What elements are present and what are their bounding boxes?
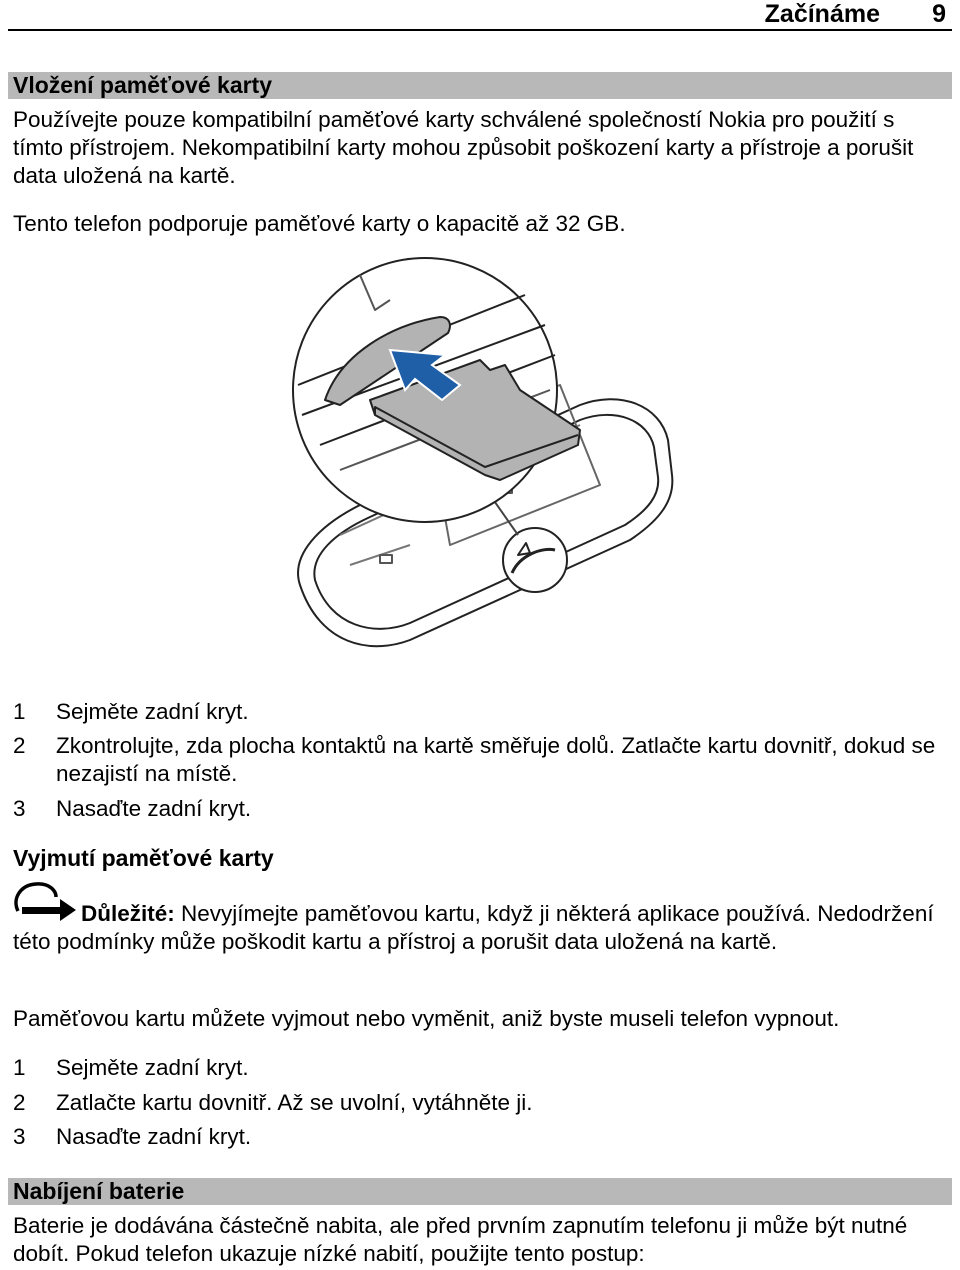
remove-step-2: 2 Zatlačte kartu dovnitř. Až se uvolní, vytáhněte ji.: [13, 1090, 533, 1115]
important-label: Důležité:: [81, 901, 175, 926]
charging-paragraph: Baterie je dodávána částečně nabita, ale před prvním zapnutím telefonu ji může být nutné dobít. Pokud telefon ukazuje nízké nabití, použijte tento postup:: [13, 1213, 908, 1266]
insert-step-1: 1 Sejměte zadní kryt.: [13, 699, 249, 724]
insert-step-2: 2 Zkontrolujte, zda plocha kontaktů na kartě směřuje dolů. Zatlačte kartu dovnitř, dokud se nezajistí na místě.: [13, 733, 936, 786]
page-number: 9: [932, 0, 946, 28]
section-heading-remove-card: Vyjmutí paměťové karty: [13, 845, 274, 871]
hot-swap-paragraph: Paměťovou kartu můžete vyjmout nebo vyměnit, aniž byste museli telefon vypnout.: [13, 1006, 840, 1031]
compatibility-paragraph: Používejte pouze kompatibilní paměťové karty schválené společností Nokia pro použití s tímto přístrojem. Nekompatibilní karty mohou způsobit poškození karty a přístroje a porušit data uložená na kartě.: [13, 107, 914, 188]
important-text: Nevyjímejte paměťovou kartu, když ji některá aplikace používá. Nedodržení této podmínky může poškodit kartu a přístroj a porušit data uložená na kartě.: [13, 901, 934, 954]
chapter-title: Začínáme: [764, 0, 880, 28]
remove-step-3: 3 Nasaďte zadní kryt.: [13, 1124, 252, 1149]
section-heading-insert-card: Vložení paměťové karty: [8, 72, 952, 99]
insert-step-3: 3 Nasaďte zadní kryt.: [13, 796, 252, 821]
important-note: [13, 900, 950, 956]
section-heading-charging: Nabíjení baterie: [8, 1178, 952, 1205]
page-header: [8, 0, 952, 31]
card-insertion-illustration: [280, 255, 680, 655]
slot-detail-circle: [503, 528, 567, 592]
capacity-paragraph: Tento telefon podporuje paměťové karty o kapacitě až 32 GB.: [13, 211, 626, 236]
remove-step-1: 1 Sejměte zadní kryt.: [13, 1055, 249, 1080]
